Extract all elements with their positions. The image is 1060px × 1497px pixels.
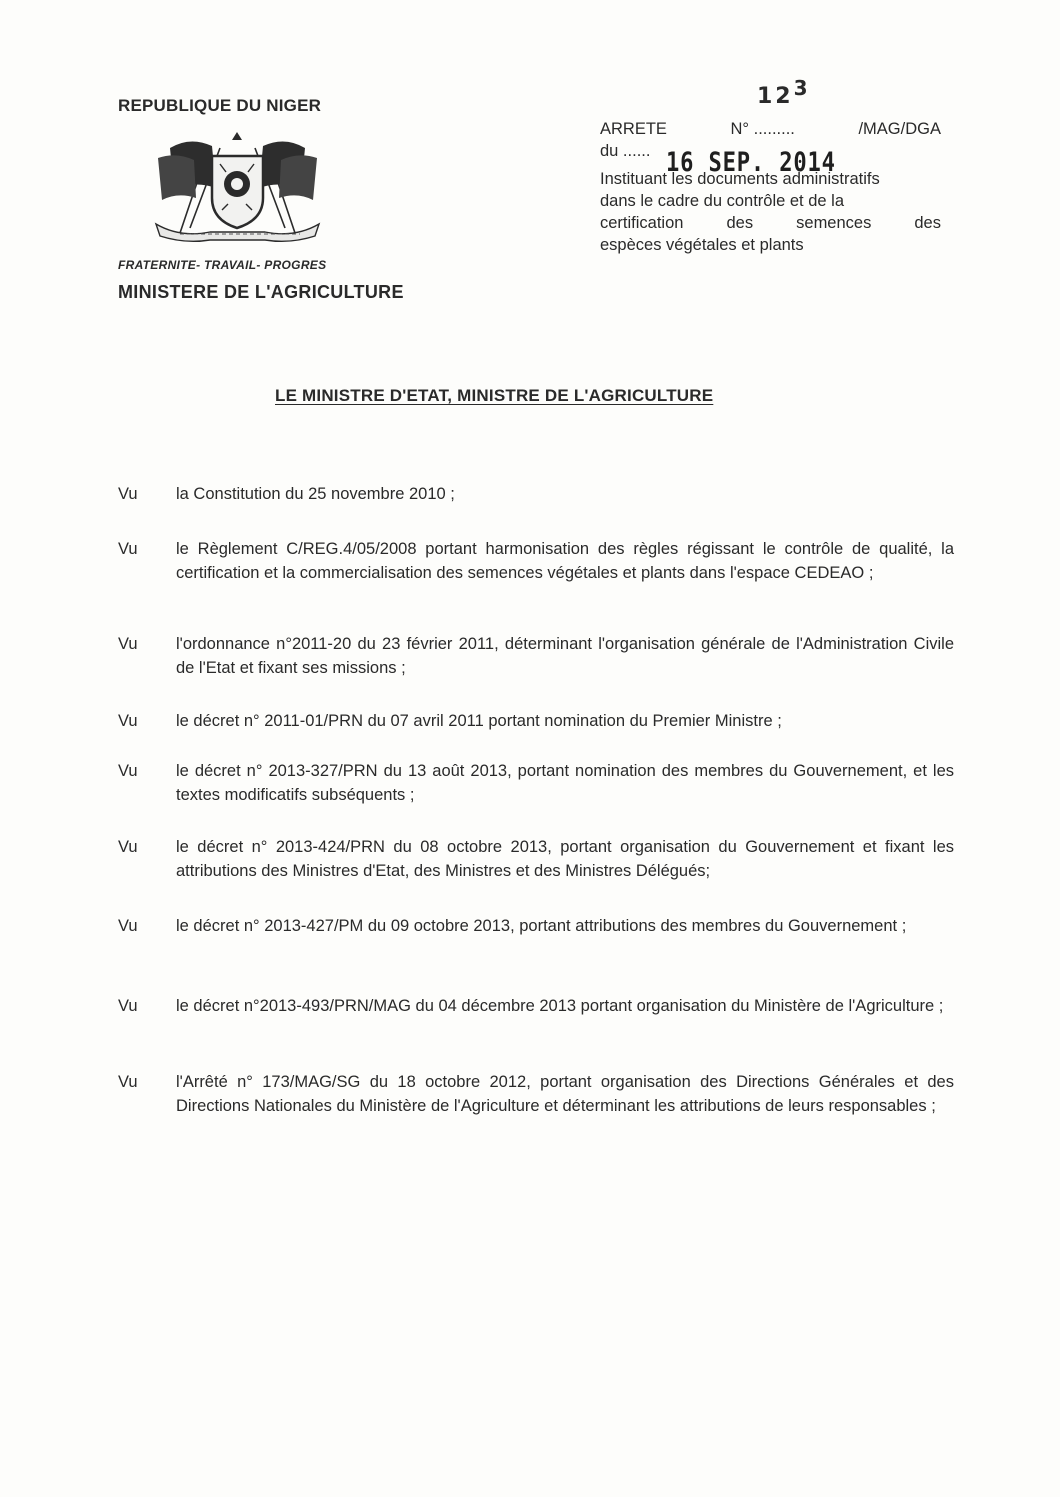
arrete-number-dots: .........: [753, 120, 795, 138]
vu-item: [118, 709, 954, 733]
handwritten-number-main: 12: [757, 84, 794, 109]
arrete-description-line: dans le cadre du contrôle et de la: [600, 192, 844, 210]
vu-text: le décret n°2013-493/PRN/MAG du 04 décembre 2013 portant organisation du Ministère de l'Agriculture ;: [176, 997, 944, 1015]
vu-label: Vu: [118, 838, 138, 856]
vu-label: Vu: [118, 762, 138, 780]
arrete-description-line: certification des semences des: [600, 214, 941, 232]
handwritten-number-suffix: 3: [793, 76, 811, 100]
niger-coat-of-arms-icon: [150, 128, 325, 246]
vu-item: [118, 1070, 954, 1118]
arrete-reference-block: [600, 118, 941, 256]
arrete-description-line: espèces végétales et plants: [600, 236, 804, 254]
minister-heading: LE MINISTRE D'ETAT, MINISTRE DE L'AGRICULTURE: [275, 386, 714, 405]
vu-text: le décret n° 2013-424/PRN du 08 octobre 2013, portant organisation du Gouvernement et fixant les attributions des Ministres d'Etat, des Ministres et des Ministres Délégués;: [176, 838, 954, 880]
vu-label: Vu: [118, 540, 138, 558]
arrete-description-line: Instituant les documents administratifs: [600, 170, 880, 188]
vu-item: [118, 537, 954, 585]
vu-text: le décret n° 2013-327/PRN du 13 août 2013, portant nomination des membres du Gouvernement, et les textes modificatifs subséquents ;: [176, 762, 954, 804]
vu-item: [118, 835, 954, 883]
vu-label: Vu: [118, 917, 138, 935]
vu-item: [118, 759, 954, 807]
arrete-du-label: du ......: [600, 142, 651, 160]
vu-label: Vu: [118, 1073, 138, 1091]
vu-label: Vu: [118, 997, 138, 1015]
arrete-label: ARRETE: [600, 120, 667, 138]
arrete-number-field: [731, 118, 795, 140]
arrete-reference: /MAG/DGA: [858, 120, 941, 138]
vu-text: l'ordonnance n°2011-20 du 23 février 2011, déterminant l'organisation générale de l'Administration Civile de l'Etat et fixant ses missions ;: [176, 635, 954, 677]
handwritten-arrete-number: [757, 76, 811, 109]
vu-text: la Constitution du 25 novembre 2010 ;: [176, 485, 455, 503]
vu-text: l'Arrêté n° 173/MAG/SG du 18 octobre 2012, portant organisation des Directions Générales et des Directions Nationales du Ministère de l'Agriculture et déterminant les attributions de leurs responsables ;: [176, 1073, 954, 1115]
vu-label: Vu: [118, 712, 138, 730]
vu-text: le décret n° 2011-01/PRN du 07 avril 2011 portant nomination du Premier Ministre ;: [176, 712, 782, 730]
arrete-number-prefix: N°: [730, 120, 750, 138]
republic-title: REPUBLIQUE DU NIGER: [118, 96, 322, 115]
vu-item: [118, 482, 954, 506]
national-motto: FRATERNITE- TRAVAIL- PROGRES: [118, 258, 327, 272]
date-stamp: 16 SEP. 2014: [666, 147, 836, 178]
arrete-number-line: [600, 118, 941, 140]
arrete-description: [600, 168, 941, 256]
vu-label: Vu: [118, 485, 138, 503]
ministry-title: MINISTERE DE L'AGRICULTURE: [118, 282, 404, 302]
vu-text: le décret n° 2013-427/PM du 09 octobre 2013, portant attributions des membres du Gouvernement ;: [176, 917, 907, 935]
vu-item: [118, 632, 954, 680]
arrete-date-line: [600, 140, 941, 178]
vu-item: [118, 914, 954, 938]
vu-label: Vu: [118, 635, 138, 653]
vu-item: [118, 994, 954, 1018]
vu-text: le Règlement C/REG.4/05/2008 portant harmonisation des règles régissant le contrôle de qualité, la certification et la commercialisation des semences végétales et plants dans l'espace CEDEAO ;: [176, 540, 954, 582]
